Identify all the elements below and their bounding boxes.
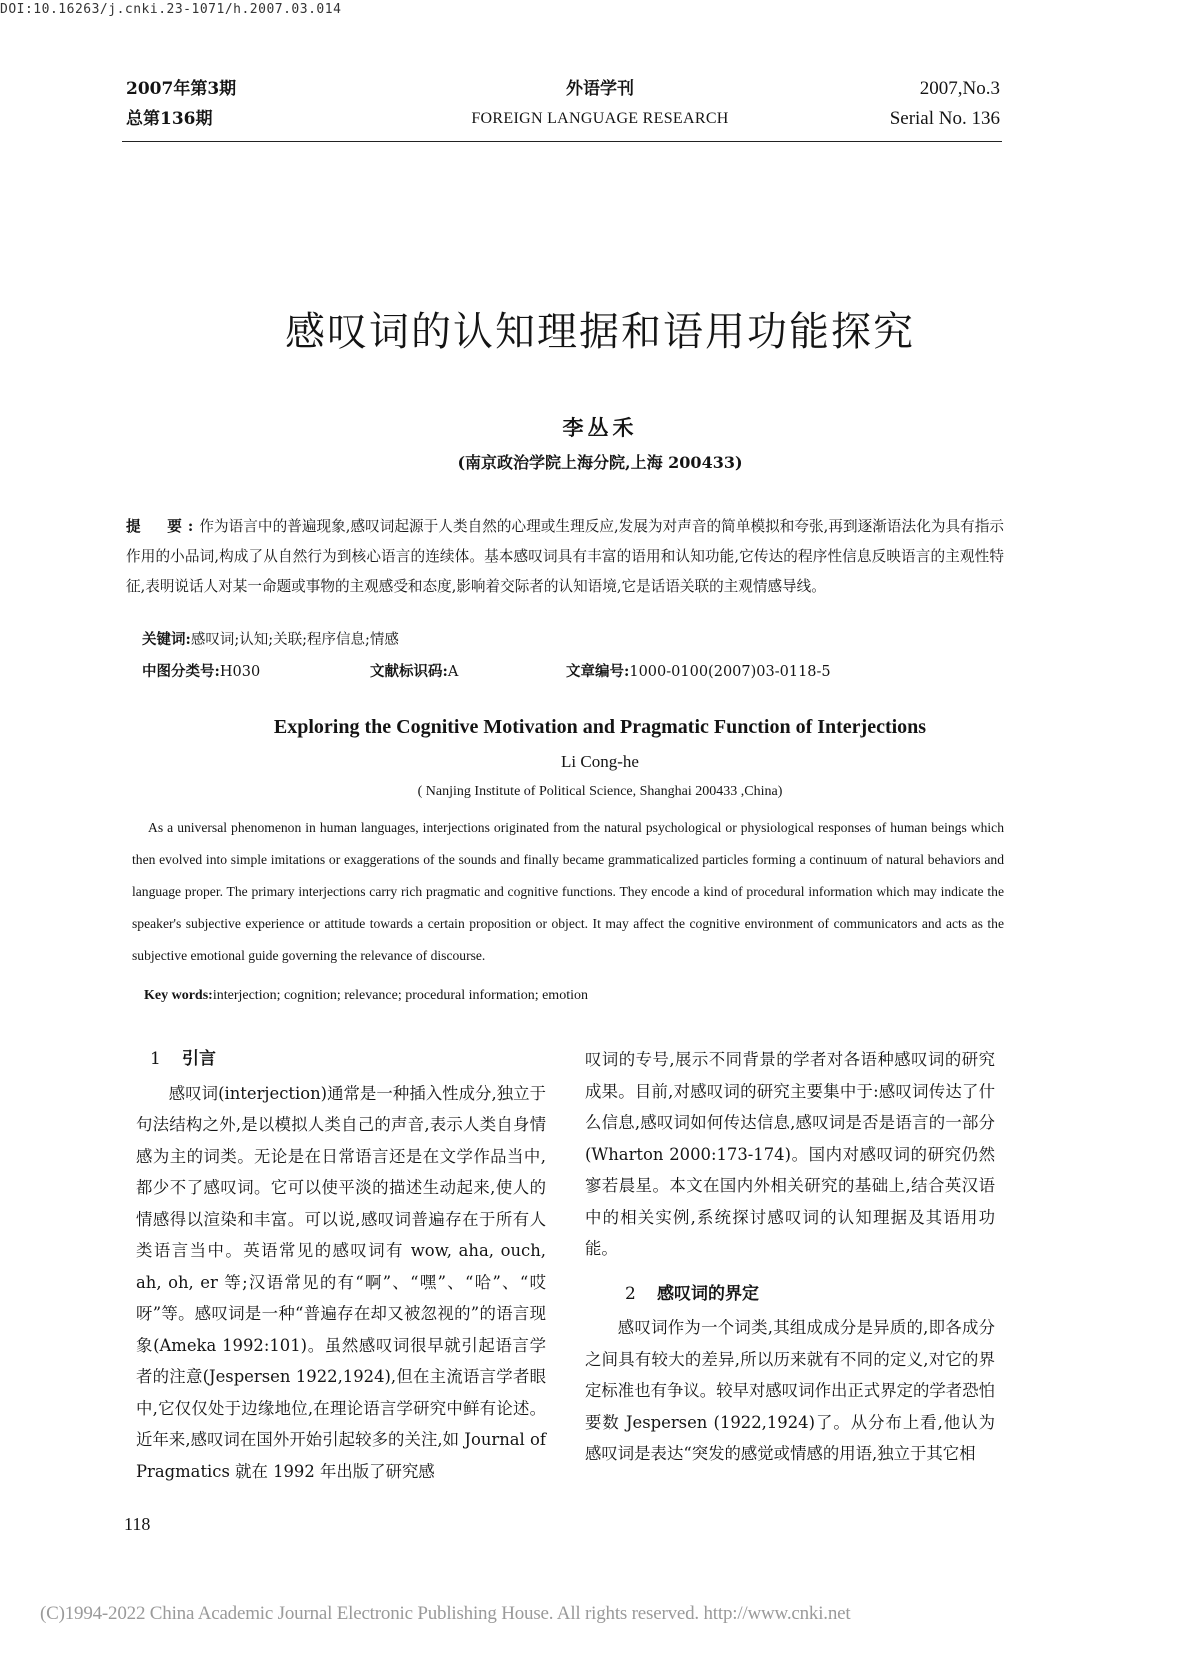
article-number	[566, 660, 831, 681]
article-number-value: 1000-0100(2007)03-0118-5	[629, 664, 831, 680]
section-1-number: 1	[150, 1049, 161, 1069]
document-code	[370, 660, 458, 681]
journal-name-cn: 外语学刊	[566, 79, 634, 99]
keywords-en-text: interjection; cognition; relevance; procedural information; emotion	[212, 988, 588, 1003]
author-affiliation-cn: (南京政治学院上海分院,上海 200433)	[457, 453, 743, 472]
issue-info-en	[890, 74, 1000, 134]
keywords-cn-text: 感叹词;认知;关联;程序信息;情感	[190, 632, 399, 648]
body-column-right	[585, 1044, 995, 1470]
author-name-en: Li Cong-he	[561, 752, 639, 771]
abstract-cn-label: 提 要:	[126, 518, 200, 535]
article-title-cn: 感叹词的认知理据和语用功能探究	[285, 309, 915, 355]
section-1-heading	[136, 1044, 546, 1076]
copyright-footer: (C)1994-2022 China Academic Journal Electronic Publishing House. All rights reserved. http://www.cnki.net	[40, 1603, 851, 1624]
author-affiliation-en: ( Nanjing Institute of Political Science, Shanghai 200433 ,China)	[417, 784, 783, 799]
section-2-paragraph: 感叹词作为一个词类,其组成成分是异质的,即各成分之间具有较大的差异,所以历来就有不同的定义,对它的界定标准也有争议。较早对感叹词作出正式界定的学者恐怕要数 Jespersen (1922,1924)了。从分布上看,他认为感叹词是表达“突发的感觉或情感的用语,独立于其它相	[585, 1318, 995, 1463]
classification-number	[142, 660, 260, 681]
header-rule	[122, 141, 1002, 142]
issue-year-number: 2007年第3期	[126, 79, 237, 99]
section-1-paragraph: 感叹词(interjection)通常是一种插入性成分,独立于句法结构之外,是以模拟人类自己的声音,表示人类自身情感为主的词类。无论是在日常语言还是在文学作品当中,都少不了感叹词。它可以使平淡的描述生动起来,使人的情感得以渲染和丰富。可以说,感叹词普遍存在于所有人类语言当中。英语常见的感叹词有 wow, aha, ouch, ah, oh, er 等;汉语常见的有“啊”、“嘿”、“哈”、“哎呀”等。感叹词是一种“普遍存在却又被忽视的”的语言现象(Ameka 1992:101)。虽然感叹词很早就引起语言学者的注意(Jespersen 1922,1924),但在主流语言学者眼中,它仅仅处于边缘地位,在理论语言学研究中鲜有论述。近年来,感叹词在国外开始引起较多的关注,如 Journal of Pragmatics 就在 1992 年出版了研究感	[136, 1083, 546, 1481]
body-column-left	[136, 1044, 546, 1487]
document-code-label: 文献标识码:	[370, 663, 448, 680]
abstract-cn	[126, 512, 1004, 602]
doi-line: DOI:10.16263/j.cnki.23-1071/h.2007.03.014	[0, 2, 342, 17]
document-code-value: A	[447, 664, 459, 680]
article-number-label: 文章编号:	[566, 663, 630, 680]
page-number: 118	[124, 1514, 151, 1534]
section-2-number: 2	[625, 1283, 636, 1304]
abstract-cn-text: 作为语言中的普遍现象,感叹词起源于人类自然的心理或生理反应,发展为对声音的简单模拟和夸张,再到逐渐语法化为具有指示作用的小品词,构成了从自然行为到核心语言的连续体。基本感叹词具有丰富的语用和认知功能,它传达的程序性信息反映语言的主观性特征,表明说话人对某一命题或事物的主观感受和态度,影响着交际者的认知语境,它是话语关联的主观情感导线。	[126, 518, 1004, 595]
keywords-en	[144, 988, 588, 1004]
journal-name-en: FOREIGN LANGUAGE RESEARCH	[471, 110, 729, 127]
classification-value: H030	[219, 664, 261, 680]
keywords-cn	[142, 628, 399, 649]
keywords-cn-label: 关键词:	[142, 631, 191, 648]
issue-number-en: 2007,No.3	[919, 78, 1000, 99]
section-1-title: 引言	[182, 1049, 216, 1069]
section-1-paragraph-continued: 叹词的专号,展示不同背景的学者对各语种感叹词的研究成果。目前,对感叹词的研究主要集中于:感叹词传达了什么信息,感叹词如何传达信息,感叹词是否是语言的一部分(Wharton 2000:173-174)。国内对感叹词的研究仍然寥若晨星。本文在国内外相关研究的基础上,结合英汉语中的相关实例,系统探讨感叹词的认知理据及其语用功能。	[585, 1050, 995, 1258]
author-name-cn: 李丛禾	[562, 415, 638, 440]
article-title-en: Exploring the Cognitive Motivation and Pragmatic Function of Interjections	[273, 716, 927, 738]
abstract-en: As a universal phenomenon in human languages, interjections originated from the natural psychological or physiological responses of human beings which then evolved into simple imitations or exaggerations of the sounds and finally became grammaticalized particles forming a continuum of natural behaviors and language proper. The primary interjections carry rich pragmatic and cognitive functions. They encode a kind of procedural information which may indicate the speaker's subjective experience or attitude towards a certain proposition or object. It may affect the cognitive environment of communicators and acts as the subjective emotional guide governing the relevance of discourse.	[132, 820, 1004, 963]
section-2-title: 感叹词的界定	[657, 1283, 759, 1304]
journal-name	[0, 74, 1200, 134]
keywords-en-label: Key words:	[144, 988, 213, 1003]
issue-serial: 总第136期	[126, 109, 213, 129]
serial-number-en: Serial No. 136	[889, 108, 1000, 129]
section-2-heading	[585, 1279, 995, 1311]
classification-label: 中图分类号:	[142, 663, 220, 680]
